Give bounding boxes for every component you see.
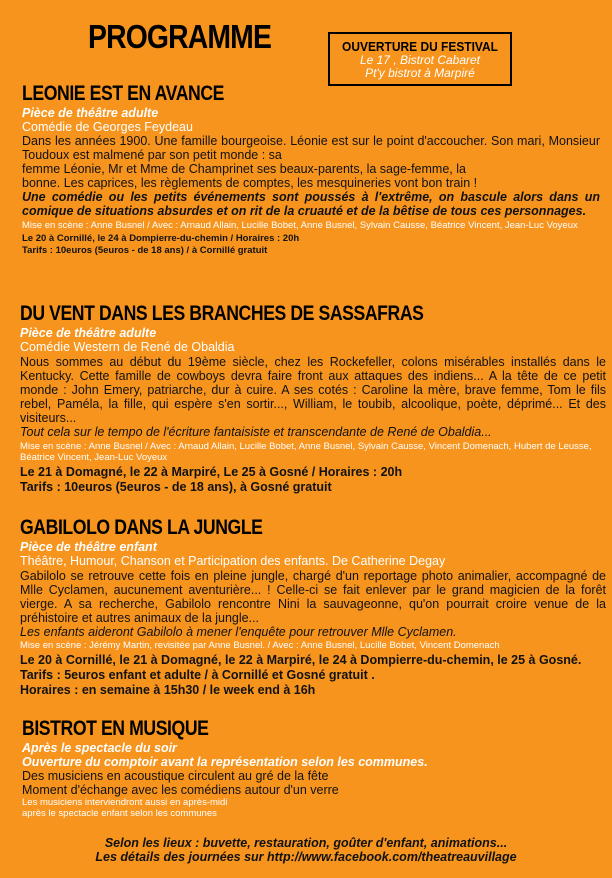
section-cast: Mise en scène : Anne Busnel / Avec : Arnaud Allain, Lucille Bobet, Anne Busnel, Sylvain Causse, Béatrice Vincent, Jean-Luc Voyeux bbox=[22, 220, 578, 231]
section-description: Gabilolo se retrouve cette fois en pleine jungle, chargé d'un reportage photo animalier, accompagné de Mlle Cyclamen, aucunement aventurière... ! Celle-ci se fait enlever par le grand magicien de la forêt vierge. A sa recherche, Gabilolo rencontre Nini la sauvageonne, qu'on pourrait croire venue de la préhistoire et autres animaux de la jungle... bbox=[20, 569, 606, 625]
section-small-2: après le spectacle enfant selon les communes bbox=[22, 808, 217, 819]
section-genre: Après le spectacle du soir bbox=[22, 741, 177, 755]
section-title: LEONIE EST EN AVANCE bbox=[22, 82, 225, 105]
festival-title: OUVERTURE DU FESTIVAL bbox=[342, 39, 498, 54]
section-tagline: Les enfants aideront Gabilolo à mener l'enquête pour retrouver Mlle Cyclamen. bbox=[20, 625, 457, 639]
section-small-1: Les musiciens interviendront aussi en après-midi bbox=[22, 797, 228, 808]
section-dates: Le 21 à Domagné, le 22 à Marpiré, Le 25 à Gosné / Horaires : 20h bbox=[20, 465, 403, 479]
page-title: PROGRAMME bbox=[88, 18, 272, 55]
section-tarifs: Tarifs : 10euros (5euros - de 18 ans), à Gosné gratuit bbox=[20, 480, 332, 494]
section-horaires: Horaires : en semaine à 15h30 / le week end à 16h bbox=[20, 683, 316, 697]
festival-date: Le 17 , Bistrot Cabaret bbox=[359, 53, 481, 67]
section-tarifs: Tarifs : 10euros (5euros - de 18 ans) / à Cornillé gratuit bbox=[22, 245, 268, 256]
section-genre: Pièce de théâtre adulte bbox=[20, 326, 157, 340]
section-description-2: femme Léonie, Mr et Mme de Champrinet ses beaux-parents, la sage-femme, la bbox=[22, 162, 466, 176]
section-genre: Pièce de théâtre adulte bbox=[22, 106, 159, 120]
section-sassafras bbox=[20, 302, 606, 495]
section-line-2: Moment d'échange avec les comédiens autour d'un verre bbox=[22, 783, 339, 797]
section-title: GABILOLO DANS LA JUNGLE bbox=[20, 516, 263, 539]
section-title: DU VENT DANS LES BRANCHES DE SASSAFRAS bbox=[20, 302, 424, 325]
festival-opening-box bbox=[328, 32, 512, 86]
section-author: Théâtre, Humour, Chanson et Participation des enfants. De Catherine Degay bbox=[20, 554, 446, 568]
section-author: Comédie de Georges Feydeau bbox=[22, 120, 193, 134]
section-dates: Le 20 à Cornillé, le 21 à Domagné, le 22 à Marpiré, le 24 à Dompierre-du-chemin, le 25 à Gosné. bbox=[20, 653, 582, 667]
section-tagline: Tout cela sur le tempo de l'écriture fantaisiste et transcendante de René de Obaldia... bbox=[20, 425, 492, 439]
section-genre-2: Ouverture du comptoir avant la représentation selon les communes. bbox=[22, 755, 428, 769]
section-tarifs: Tarifs : 5euros enfant et adulte / à Cornillé et Gosné gratuit . bbox=[20, 668, 375, 682]
section-title: BISTROT EN MUSIQUE bbox=[22, 717, 209, 740]
section-cast: Mise en scène : Jérémy Martin, revisitée par Anne Busnel. / Avec : Anne Busnel, Lucille Bobet, Vincent Domenach bbox=[20, 640, 500, 651]
section-description: Dans les années 1900. Une famille bourgeoise. Léonie est sur le point d'accoucher. Son mari, Monsieur Toudoux est malmené par son petit monde : sa bbox=[22, 134, 600, 162]
section-line-1: Des musiciens en acoustique circulent au gré de la fête bbox=[22, 769, 329, 783]
section-description: Nous sommes au début du 19ème siècle, chez les Rockefeller, colons misérables installés dans le Kentucky. Cette famille de cowboys devra faire front aux attaques des indiens... A la tête de ce petit monde : John Emery, patriarche, dur à cuire. A ses cotés : Caroline la mère, brave femme, Tom le fils rebel, Paméla, la fille, qui espère s'en sortir..., William, le toubib, alcoolique, poète, déprimé... Et des visiteurs... bbox=[20, 355, 606, 425]
footer-line-1: Selon les lieux : buvette, restauration, goûter d'enfant, animations... bbox=[104, 836, 508, 850]
footer bbox=[0, 836, 612, 864]
section-genre: Pièce de théâtre enfant bbox=[20, 540, 157, 554]
section-cast: Mise en scène : Anne Busnel / Avec : Arnaud Allain, Lucille Bobet, Anne Busnel, Sylvain Causse, Vincent Domenach, Hubert de Leusse, Béatrice Vincent, Jean-Luc Voyeux bbox=[20, 441, 592, 463]
section-bistrot bbox=[22, 717, 602, 819]
section-description-3: bonne. Les caprices, les règlements de comptes, les mesquineries vont bon train ! bbox=[22, 176, 478, 190]
footer-line-2: Les détails des journées sur http://www.facebook.com/theatreauvillage bbox=[95, 850, 517, 864]
section-tagline: Une comédie ou les petits événements sont poussés à l'extrême, on bascule alors dans un comique de situations absurdes et on rit de la cruauté et de la bêtise de tous ces personnages. bbox=[22, 190, 600, 218]
festival-venue: Pt'y bistrot à Marpiré bbox=[365, 66, 475, 80]
section-gabilolo bbox=[20, 516, 606, 698]
section-leonie bbox=[22, 82, 600, 257]
section-author: Comédie Western de René de Obaldia bbox=[20, 340, 235, 354]
section-dates: Le 20 à Cornillé, le 24 à Dompierre-du-chemin / Horaires : 20h bbox=[22, 233, 300, 244]
